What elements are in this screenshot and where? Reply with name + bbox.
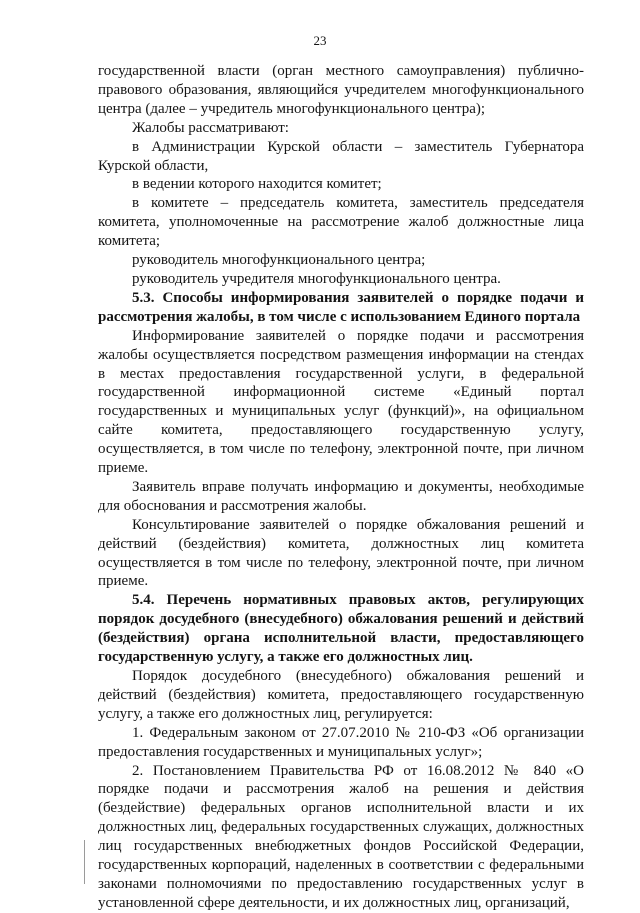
document-body — [98, 62, 584, 913]
scan-edge-line — [84, 840, 85, 884]
paragraph: Консультирование заявителей о порядке обжалования решений и действий (бездействия) комитета, должностных лиц комитета осуществляется в том числе по телефону, электронной почте, при личном приеме. — [98, 516, 584, 590]
paragraph: Заявитель вправе получать информацию и документы, необходимые для обоснования и рассмотрения жалобы. — [98, 478, 584, 514]
paragraph: в Администрации Курской области – заместитель Губернатора Курской области, — [98, 138, 584, 174]
paragraph: в комитете – председатель комитета, заместитель председателя комитета, уполномоченные на рассмотрение жалоб должностные лица комитета; — [98, 195, 584, 250]
paragraph: руководитель учредителя многофункционального центра. — [132, 270, 501, 287]
section-heading-5-4: 5.4. Перечень нормативных правовых актов, регулирующих порядок досудебного (внесудебного) обжалования решений и действий (бездействия) органа исполнительной власти, предоставляющего государственную услугу, а также его должностных лиц. — [98, 592, 584, 666]
paragraph: государственной власти (орган местного самоуправления) публично-правового образования, являющийся учредителем многофункционального центра (далее – учредитель многофункционального центра); — [98, 63, 584, 117]
paragraph: Жалобы рассматривают: — [132, 119, 289, 136]
section-heading-5-3: 5.3. Способы информирования заявителей о порядке подачи и рассмотрения жалобы, в том числе с использованием Единого портала — [98, 289, 584, 325]
paragraph: 2. Постановлением Правительства РФ от 16.08.2012 № 840 «О порядке подачи и рассмотрения жалоб на решения и действия (бездействие) федеральных органов исполнительной власти и их должностных лиц, федеральных государственных служащих, должностных лиц государственных внебюджетных фондов Российской Федерации, государственных корпораций, наделенных в соответствии с федеральными законами полномочиями по предоставлению государственных услуг в установленной сфере деятельности, и их должностных лиц, организаций, — [98, 762, 584, 911]
paragraph: 1. Федеральным законом от 27.07.2010 № 210-ФЗ «Об организации предоставления государственных и муниципальных услуг»; — [98, 724, 584, 760]
paragraph: Порядок досудебного (внесудебного) обжалования решений и действий (бездействия) комитета, предоставляющего государственную услугу, а также его должностных лиц, регулируется: — [98, 668, 584, 722]
paragraph: руководитель многофункционального центра; — [132, 252, 426, 269]
paragraph: Информирование заявителей о порядке подачи и рассмотрения жалобы осуществляется посредством размещения информации на стендах в местах предоставления государственной услуги, в федеральной государственной информационной системе «Единый портал государственных и муниципальных услуг (функций)», на официальном сайте комитета, предоставляющего государственную услугу, осуществляется, в том числе по телефону, электронной почте, при личном приеме. — [98, 327, 584, 477]
paragraph: в ведении которого находится комитет; — [132, 176, 382, 193]
page-number: 23 — [313, 33, 327, 48]
